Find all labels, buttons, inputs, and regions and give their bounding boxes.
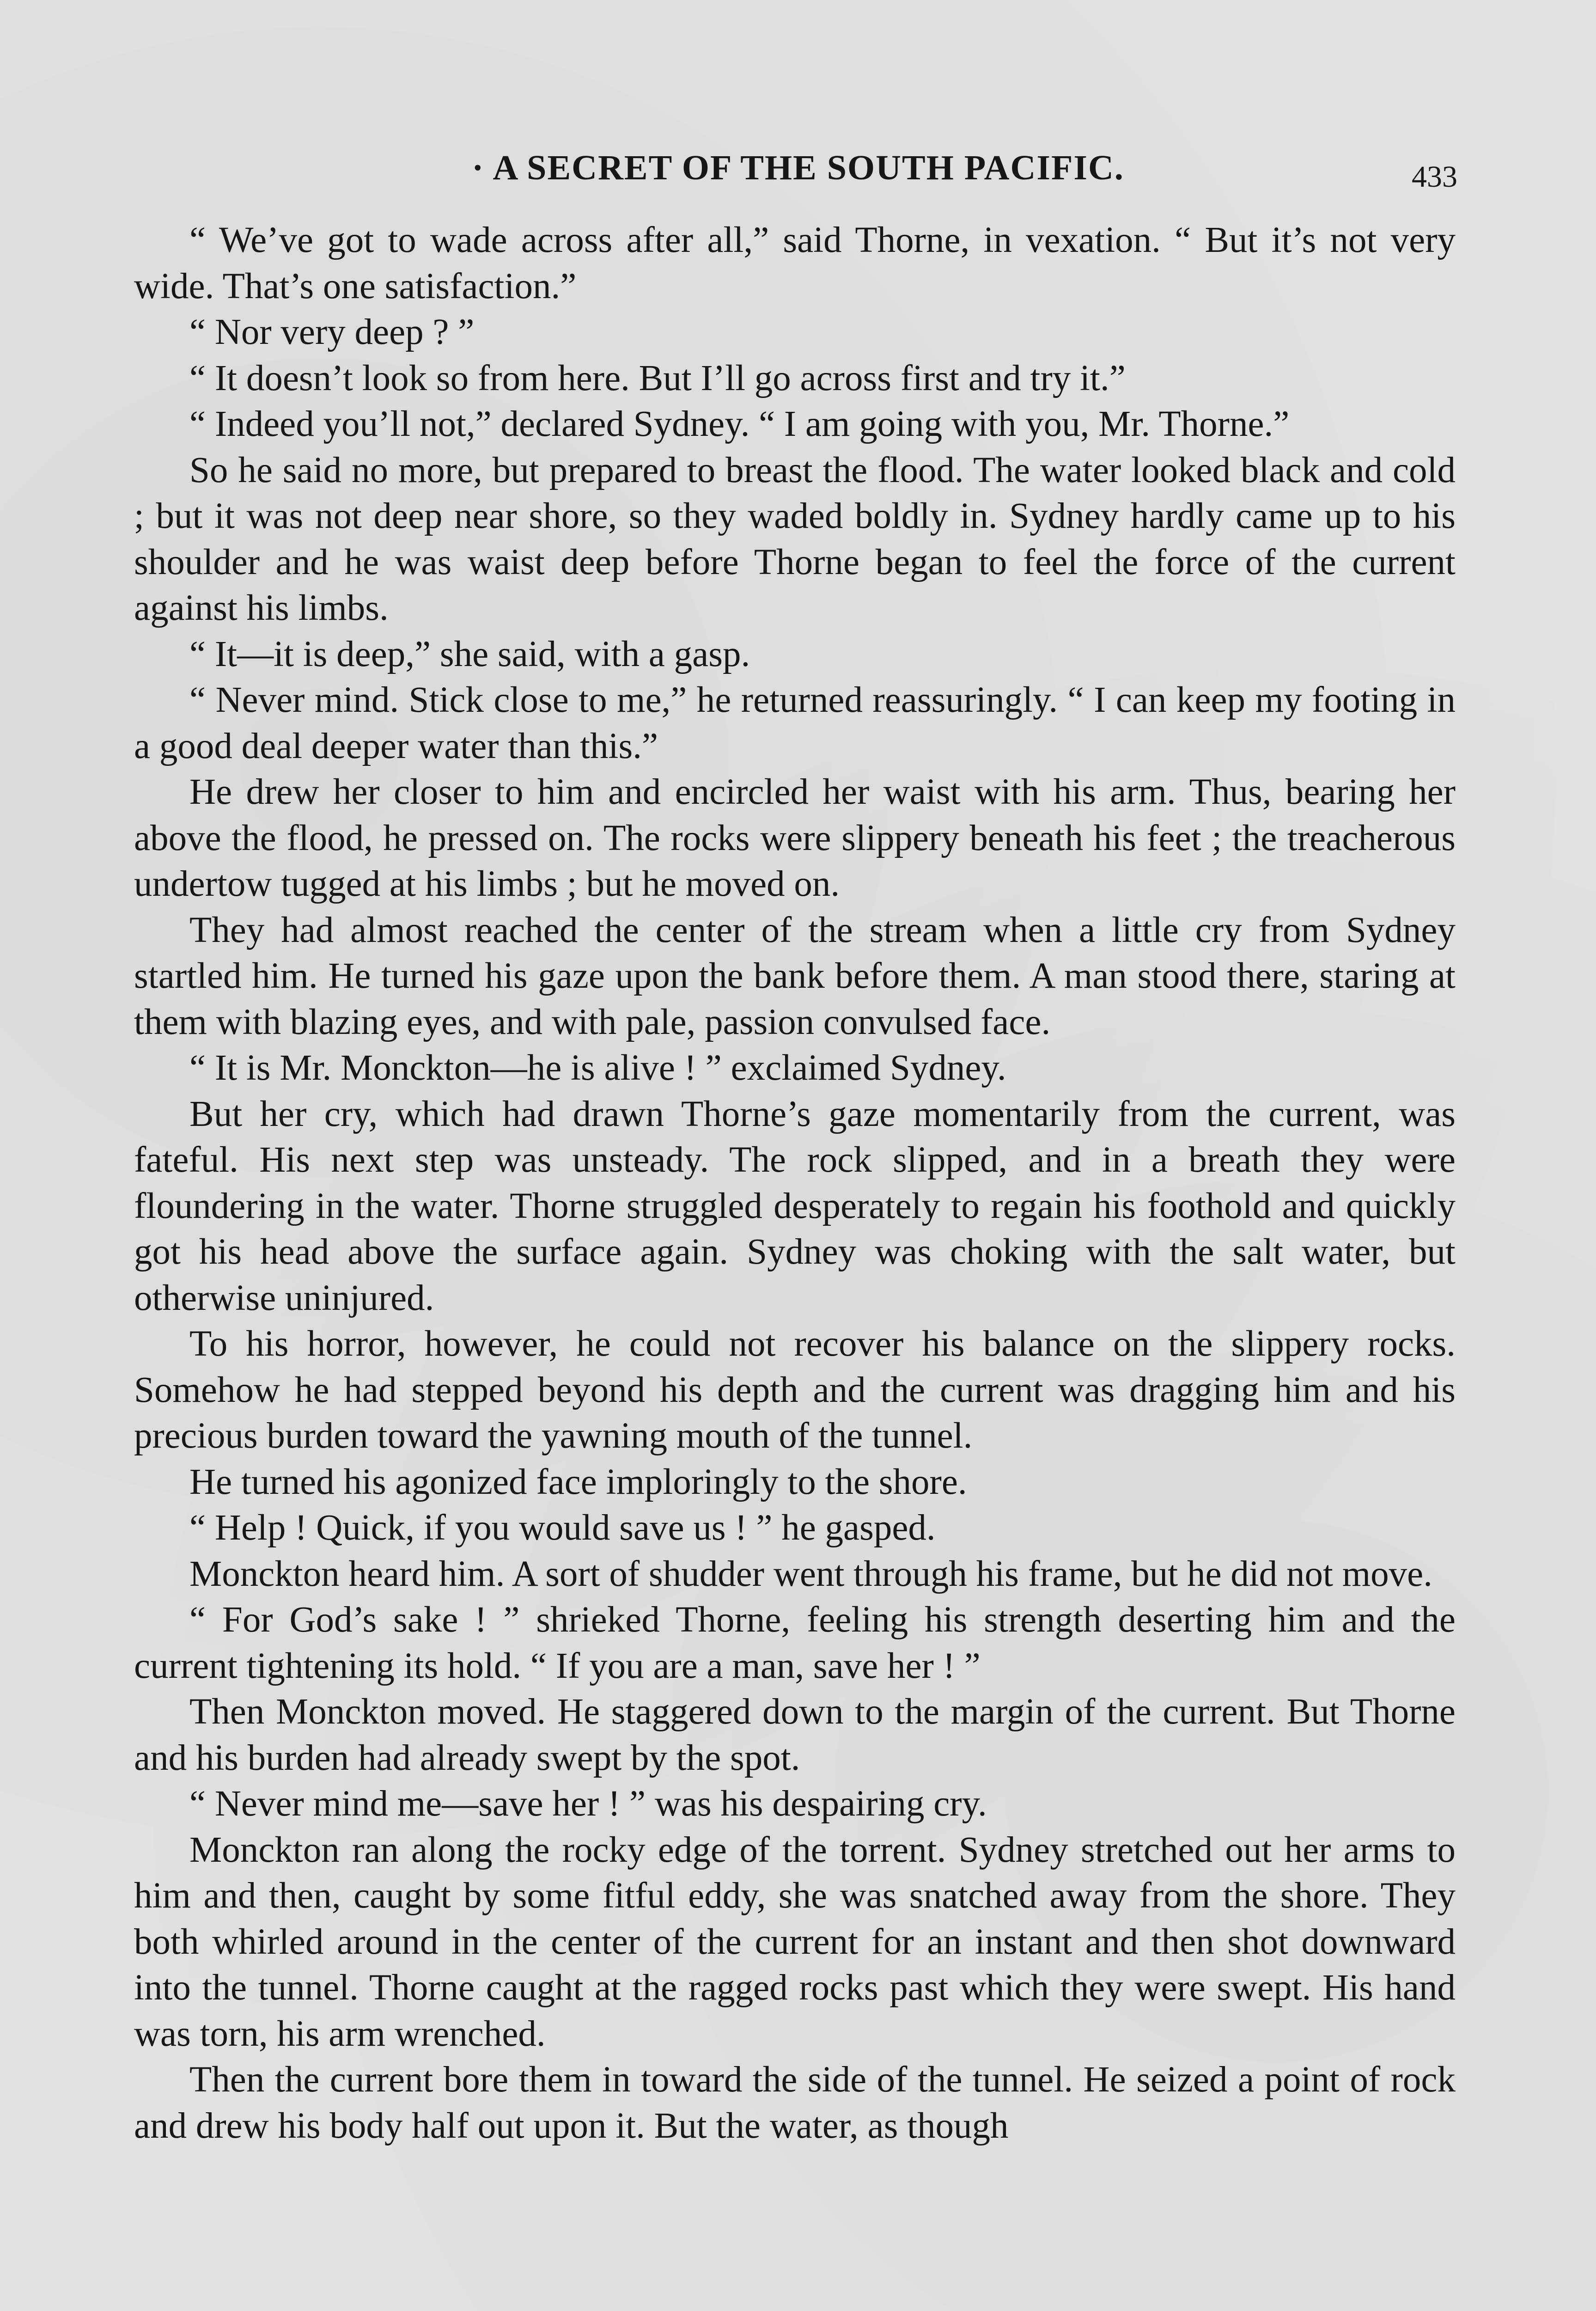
paragraph: “ It is Mr. Monckton—he is alive ! ” exclaimed Sydney. (189, 1048, 1006, 1088)
paragraph: “ For God’s sake ! ” shrieked Thorne, feeling his strength deserting him and the current tightening its hold. “ If you are a man, save her ! ” (134, 1600, 1456, 1686)
paragraph: So he said no more, but prepared to breast the flood. The water looked black and cold ; but it was not deep near shore, so they waded boldly in. Sydney hardly came up to his shoulder and he was waist deep before Thorne began to feel the force of the current against his limbs. (134, 450, 1456, 628)
body-text (134, 217, 1456, 2149)
page-number: 433 (1412, 160, 1457, 194)
paragraph: “ Never mind me—save her ! ” was his despairing cry. (189, 1784, 987, 1824)
paragraph: But her cry, which had drawn Thorne’s gaze momentarily from the current, was fateful. His next step was unsteady. The rock slipped, and in a breath they were floundering in the water. Thorne struggled desperately to regain his foothold and quickly got his head above the surface again. Sydney was choking with the salt water, but otherwise uninjured. (134, 1094, 1456, 1318)
paragraph: He turned his agonized face imploringly to the shore. (189, 1461, 967, 1502)
paragraph: Then Monckton moved. He staggered down to the margin of the current. But Thorne and his burden had already swept by the spot. (134, 1692, 1456, 1778)
paragraph: To his horror, however, he could not recover his balance on the slippery rocks. Somehow he had stepped beyond his depth and the current was dragging him and his precious burden toward the yawning mouth of the tunnel. (134, 1324, 1456, 1456)
paragraph: Monckton heard him. A sort of shudder went through his frame, but he did not move. (189, 1553, 1432, 1594)
paragraph: “ We’ve got to wade across after all,” said Thorne, in vexation. “ But it’s not very wide. That’s one satisfaction.” (134, 220, 1456, 306)
paragraph: “ It—it is deep,” she said, with a gasp. (189, 634, 750, 674)
paragraph: “ Nor very deep ? ” (189, 312, 475, 352)
paragraph: He drew her closer to him and encircled her waist with his arm. Thus, bearing her above the flood, he pressed on. The rocks were slippery beneath his feet ; the treacherous undertow tugged at his limbs ; but he moved on. (134, 772, 1456, 904)
paragraph: They had almost reached the center of the stream when a little cry from Sydney startled him. He turned his gaze upon the bank before them. A man stood there, staring at them with blazing eyes, and with pale, passion convulsed face. (134, 910, 1456, 1042)
running-title: · A SECRET OF THE SOUTH PACIFIC. (134, 148, 1462, 188)
paragraph: “ Never mind. Stick close to me,” he returned reassuringly. “ I can keep my footing in a good deal deeper water than this.” (134, 680, 1456, 766)
paragraph: Monckton ran along the rocky edge of the torrent. Sydney stretched out her arms to him and then, caught by some fitful eddy, she was snatched away from the shore. They both whirled around in the center of the current for an instant and then shot downward into the tunnel. Thorne caught at the ragged rocks past which they were swept. His hand was torn, his arm wrenched. (134, 1829, 1456, 2054)
paragraph: “ It doesn’t look so from here. But I’ll go across first and try it.” (189, 358, 1126, 398)
paragraph: Then the current bore them in toward the side of the tunnel. He seized a point of rock and drew his body half out upon it. But the water, as though (134, 2060, 1456, 2146)
running-head (134, 139, 1462, 194)
paragraph: “ Indeed you’ll not,” declared Sydney. “ I am going with you, Mr. Thorne.” (189, 404, 1290, 444)
paragraph: “ Help ! Quick, if you would save us ! ” he gasped. (189, 1508, 936, 1548)
